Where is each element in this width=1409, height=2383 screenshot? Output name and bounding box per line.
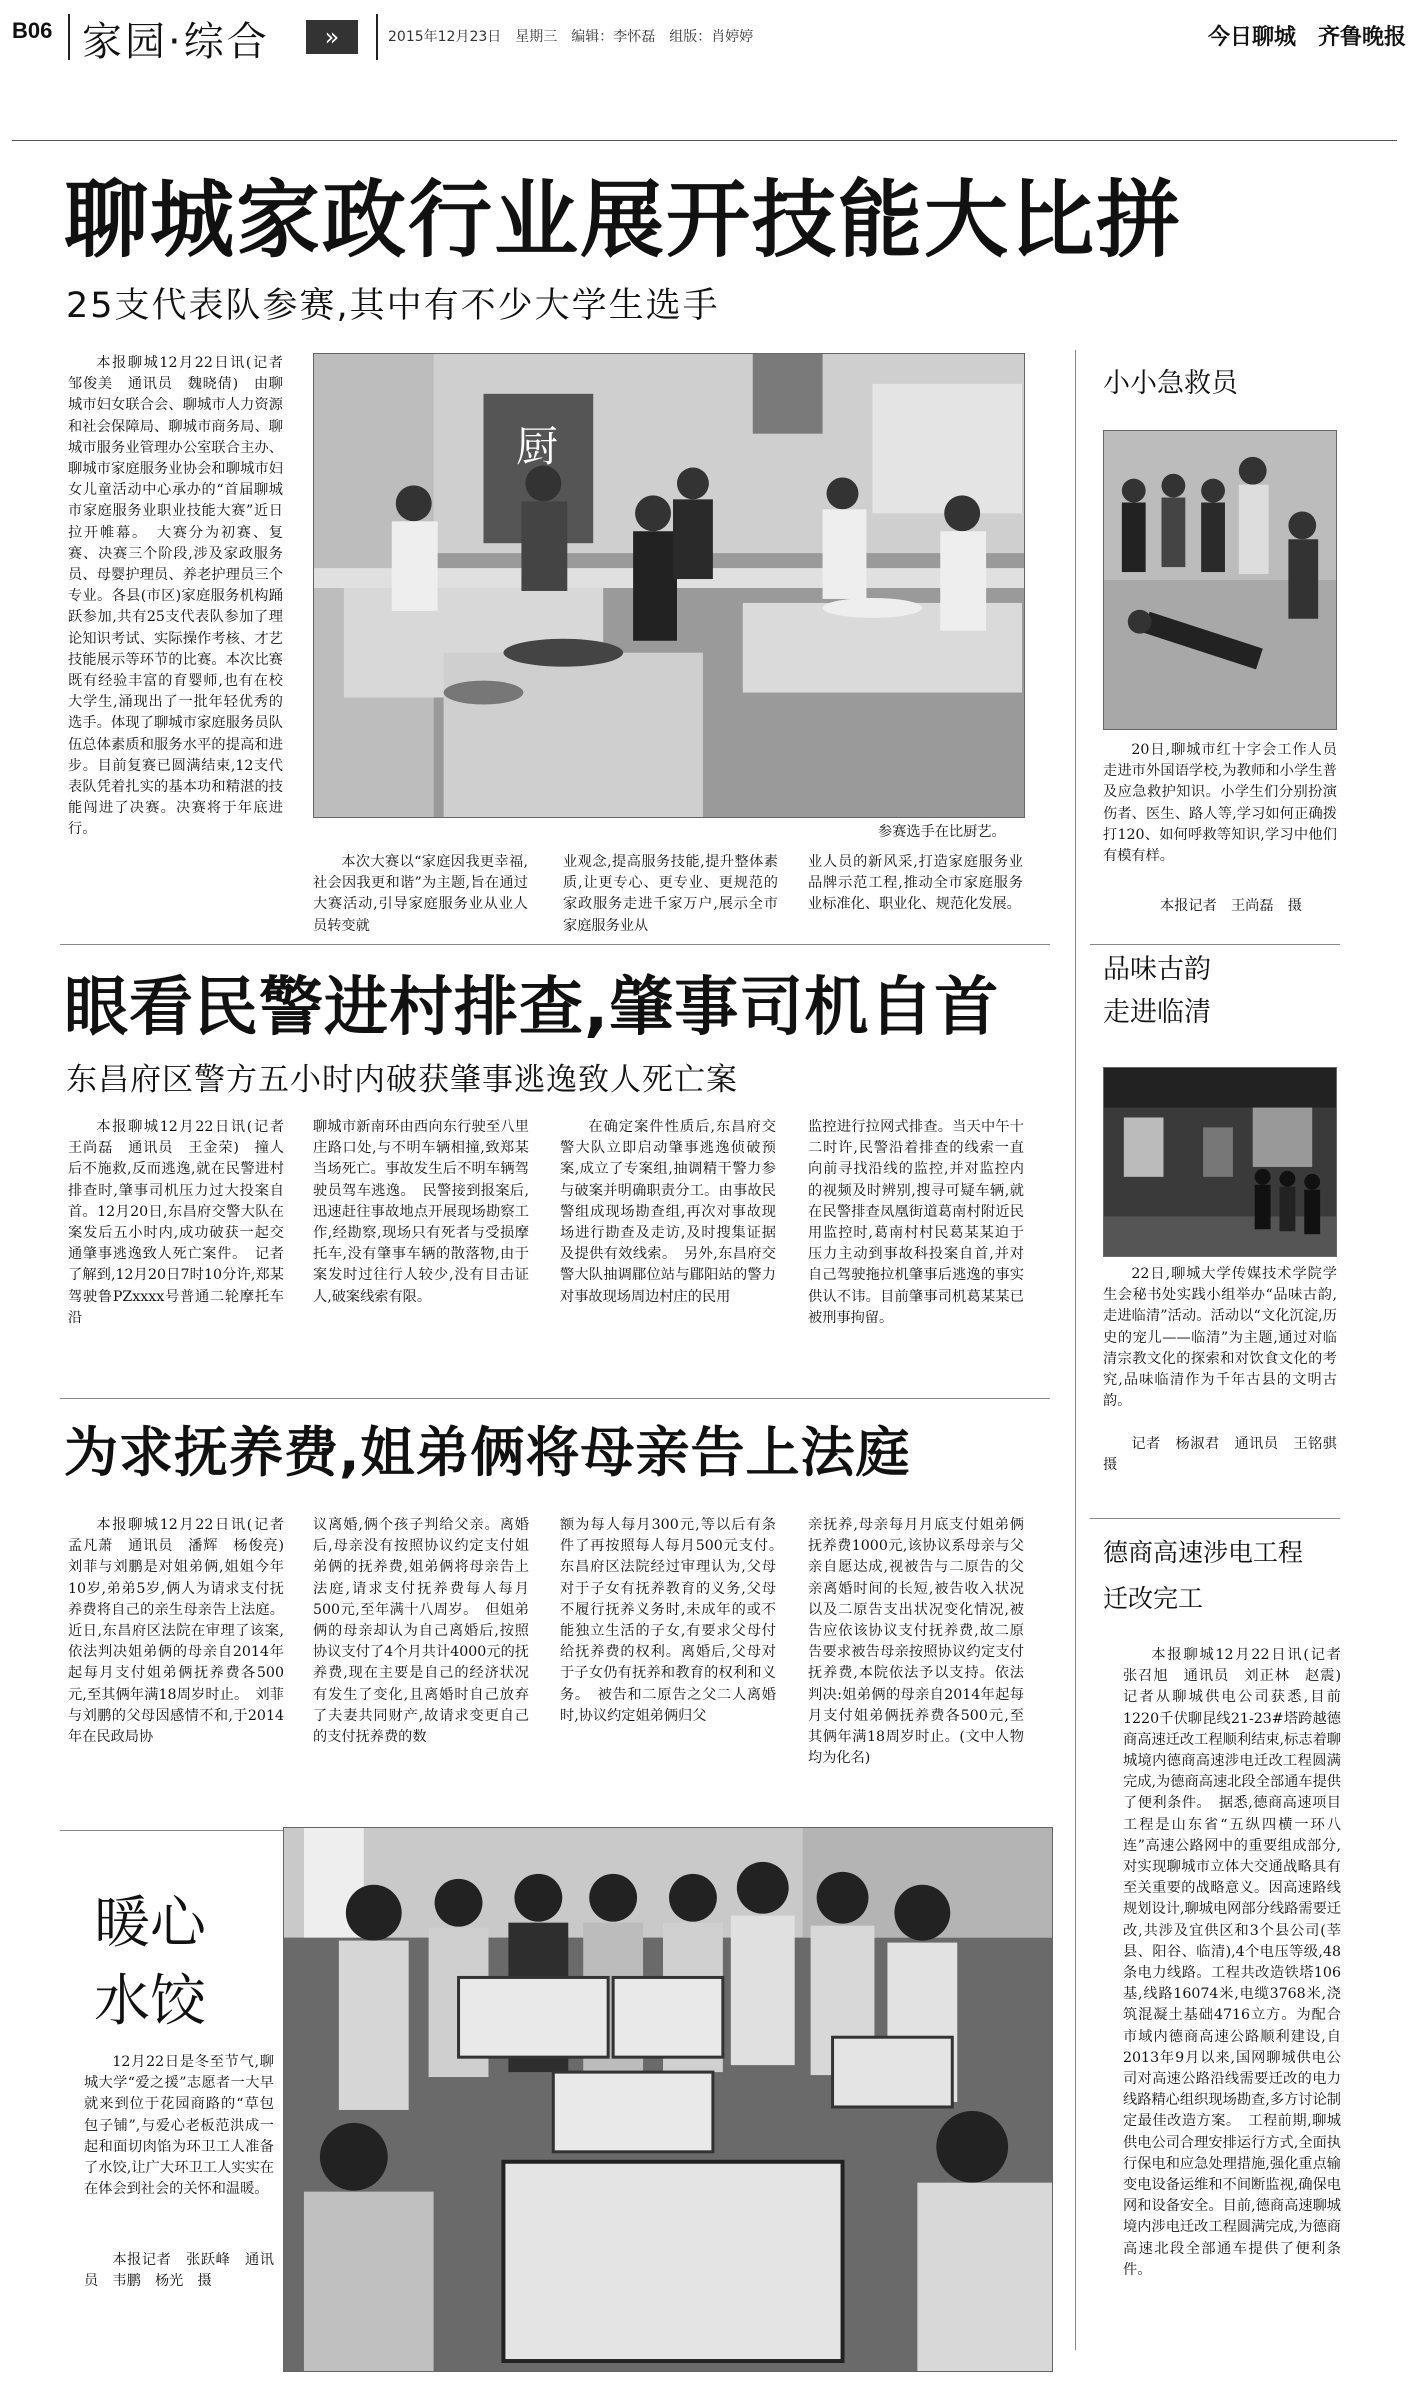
story4-caption [84, 2052, 274, 2200]
issue-meta: 2015年12月23日 星期三 编辑：李怀磊 组版：肖婷婷 [388, 29, 754, 45]
story3-headline: 为求抚养费,姐弟俩将母亲告上法庭 [64, 1421, 911, 1484]
side2-title-line2: 走进临清 [1103, 997, 1211, 1028]
story1-photo-caption: 参赛选手在比厨艺。 [878, 824, 1006, 840]
story2-col3 [560, 1117, 776, 1377]
story2-col2 [313, 1117, 529, 1377]
side1-byline: 本报记者 王尚磊 摄 [1160, 898, 1302, 914]
story3-col1-text: 本报聊城12月22日讯(记者 孟凡萧 通讯员 潘辉 杨俊亮) 刘菲与刘鹏是对姐弟俩,姐姐今年10岁,弟弟5岁,俩人为请求支付抚养费将自己的亲生母亲告上法庭。近日,东昌府区法院在审理了该案,依法判决姐弟俩的母亲自2014年起每月支付姐弟俩抚养费各500元,至其俩年满18周岁时止。 刘菲与刘鹏的父母因感情不和,于2014年在民政局协 [68, 1517, 299, 1746]
story1-headline: 聊城家政行业展开技能大比拼 [64, 171, 1183, 269]
side1-caption [1103, 740, 1337, 867]
side2-title [1103, 948, 1211, 1034]
side1-title: 小小急救员 [1103, 368, 1238, 399]
story1-col4-text: 业人员的新风采,打造家庭服务业品牌示范工程,推动全市家庭服务业标准化、职业化、规范化发展。 [808, 854, 1023, 913]
story4-byline [84, 2250, 274, 2292]
page-number: B06 [12, 18, 53, 43]
story1-photo [313, 353, 1025, 818]
story3-col4 [808, 1515, 1024, 1815]
story1-col3-text: 业观念,提高服务技能,提升整体素质,让更专心、更专业、更规范的家政服务走进千家万户,展示全市家庭服务业从 [563, 854, 778, 934]
masthead-logo: 今日聊城 齐鲁晚报 [1208, 24, 1407, 50]
side3-title-line1: 德商高速涉电工程 [1103, 1538, 1304, 1567]
story3-col4-text: 亲抚养,母亲每月月底支付姐弟俩抚养费1000元,该协议系母亲与父亲自愿达成,视被告与二原告的父亲离婚时间的长短,被告收入状况以及二原告支出状况变化情况,被告应依该协议支付抚养费,故二原告要求被告母亲按照协议约定支付抚养费,本院依法予以支持。依法判决:姐弟俩的母亲自2014年起每月支付姐弟俩抚养费各500元,至其俩年满18周岁时止。(文中人物均为化名) [808, 1517, 1024, 1767]
side3-body-text: 本报聊城12月22日讯(记者 张召旭 通讯员 刘正林 赵震) 记者从聊城供电公司获悉,目前1220千伏聊昆线21-23#塔跨越德商高速迁改工程顺利结束,标志着聊城境内德商高速涉电迁改工程圆满完成,为德商高速北段全部通车提供了便利条件。 据悉,德商高速项目工程是山东省“五纵四横一环八连”高速公路网中的重要组成部分,对实现聊城市立体大交通战略具有至关重要的战略意义。因高速路线规划设计,聊城电网部分线路需要迁改,共涉及宜供区和3个县公司(莘县、阳谷、临清),4个电压等级,48条电力线路。工程共改造铁塔106基,线路16074米,电缆3768米,浇筑混凝土基础4716立方。为配合市域内德商高速公路顺利建设,自2013年9月以来,国网聊城供电公司对高速公路沿线需要迁改的电力线路精心组织现场勘查,多方讨论制定最佳改造方案。 工程前期,聊城供电公司合理安排运行方式,全面执行保电和应急处理措施,强化重点输变电设备运维和不间断监视,确保电网和设备安全。目前,德商高速聊城境内涉电迁改工程圆满完成,为德商高速北段全部通车提供了便利条件。 [1123, 1647, 1356, 2278]
story3-col3 [560, 1515, 791, 1815]
story3-col2-text: 议离婚,俩个孩子判给父亲。离婚后,母亲没有按照协议约定支付姐弟俩的抚养费,姐弟俩将母亲告上法庭,请求支付抚养费每人每月500元,至年满十八周岁。 但姐弟俩的母亲却认为自己离婚后,按照协议支付了4个月共计4000元的抚养费,现在主要是自己的经济状况有发生了变化,且离婚时自己放弃了夫妻共同财产,故请求变更自己的支付抚养费的数 [313, 1517, 529, 1746]
story2-col4 [808, 1117, 1024, 1377]
story1-col3 [563, 852, 778, 944]
story4-byline-text: 本报记者 张跃峰 通讯员 韦鹏 杨光 摄 [84, 2252, 274, 2290]
story3-col1 [68, 1515, 299, 1815]
story2-col1 [68, 1117, 299, 1377]
story2-subhead: 东昌府区警方五小时内破获肇事逃逸致人死亡案 [66, 1062, 738, 1098]
side2-photo [1103, 1067, 1337, 1257]
section-arrow-icon: » [306, 20, 358, 54]
story1-col1-text: 本报聊城12月22日讯(记者 邹俊美 通讯员 魏晓倩) 由聊城市妇女联合会、聊城市人力资源和社会保障局、聊城市商务局、聊城市服务业管理办公室联合主办、聊城市家庭服务业协会和聊城市妇女儿童活动中心承办的“首届聊城市家庭服务业职业技能大赛”近日拉开帷幕。 大赛分为初赛、复赛、决赛三个阶段,涉及家政服务员、母婴护理员、养老护理员三个专业。各县(市区)家庭服务机构踊跃参加,共有25支代表队参加了理论知识考试、实际操作考核、才艺技能展示等环节的比赛。本次比赛既有经验丰富的育婴师,也有在校大学生,涌现出了一批年轻优秀的选手。体现了聊城市家庭服务员队伍总体素质和服务水平的提高和进步。目前复赛已圆满结束,12支代表队凭着扎实的基本功和精湛的技能闯进了决赛。决赛将于年底进行。 [68, 355, 298, 838]
story2-headline: 眼看民警进村排查,肇事司机自首 [64, 971, 1000, 1045]
side2-title-line1: 品味古韵 [1103, 954, 1211, 985]
story2-col4-text: 监控进行拉网式排查。当天中午十二时许,民警沿着排查的线索一直向前寻找沿线的监控,并对监控内的视频及时辨别,搜寻可疑车辆,就在民警排查凤凰街道葛南村附近民用监控时,葛南村村民葛某某迫于压力主动到事故科投案自首,并对自己驾驶拖拉机肇事后逃逸的事实供认不讳。目前肇事司机葛某某已被刑事拘留。 [808, 1119, 1024, 1326]
story2-col1-text: 本报聊城12月22日讯(记者 王尚磊 通讯员 王金荣) 撞人后不施救,反而逃逸,就在民警进村排查时,肇事司机压力过大投案自首。12月20日,东昌府交警大队在案发后五小时内,成功破获一起交通肇事逃逸致人死亡案件。 记者了解到,12月20日7时10分许,郑某驾驶鲁PZxxxx号普通二轮摩托车沿 [68, 1119, 299, 1326]
story1-col1 [68, 353, 298, 923]
side2-caption-text: 22日,聊城大学传媒技术学院学生会秘书处实践小组举办“品味古韵,走进临清”活动。活动以“文化沉淀,历史的宠儿——临清”为主题,通过对临清宗教文化的探索和对饮食文化的考究,品味临清作为千年古县的文明古韵。 [1103, 1266, 1337, 1410]
story4-caption-text: 12月22日是冬至节气,聊城大学“爱之援”志愿者一大早就来到位于花园商路的“草包包子铺”,与爱心老板范洪成一起和面切肉馅为环卫工人准备了水饺,让广大环卫工人实实在在体会到社会的关怀和温暖。 [84, 2054, 274, 2198]
side2-caption [1103, 1264, 1337, 1412]
story2-col3-text: 在确定案件性质后,东昌府交警大队立即启动肇事逃逸侦破预案,成立了专案组,抽调精干警力参与破案并明确职责分工。由事故民警组成现场勘查组,再次对事故现场进行勘查及走访,及时搜集证据及提供有效线索。 另外,东昌府交警大队抽调郿位站与郿阳站的警力对事故现场周边村庄的民用 [560, 1119, 776, 1305]
story1-col2-text: 本次大赛以“家庭因我更幸福,社会因我更和谐”为主题,旨在通过大赛活动,引导家庭服务业从业人员转变就 [313, 854, 528, 934]
story2-col2-text: 聊城市新南环由西向东行驶至八里庄路口处,与不明车辆相撞,致郑某当场死亡。事故发生后不明车辆驾驶员驾车逃逸。 民警接到报案后,迅速赶往事故地点开展现场勘察工作,经勘察,现场只有死者与受损摩托车,没有肇事车辆的散落物,由于案发时过往行人较少,没有目击证人,破案线索有限。 [313, 1119, 529, 1305]
side3-title-line2: 迁改完工 [1103, 1584, 1204, 1613]
story1-subhead: 25支代表队参赛,其中有不少大学生选手 [66, 286, 720, 326]
story1-col2 [313, 852, 528, 944]
side3-title [1103, 1530, 1303, 1622]
story4-photo [283, 1827, 1053, 2372]
side2-byline [1103, 1434, 1352, 1476]
story4-title-line1: 暖心 [94, 1891, 206, 1956]
side1-caption-text: 20日,聊城市红十字会工作人员走进市外国语学校,为教师和小学生普及应急救护知识。小学生们分别扮演伤者、医生、路人等,学习如何正确拨打120、如何呼救等知识,学习中他们有模有样。 [1103, 742, 1337, 865]
story3-col3-text: 额为每人每月300元,等以后有条件了再按照每人每月500元支付。 东昌府区法院经过审理认为,父母对于子女有抚养教育的义务,父母不履行抚养义务时,未成年的或不能独立生活的子女,有要求父母付给抚养费的权利。离婚后,父母对于子女仍有抚养和教育的权利和义务。 被告和二原告之父二人离婚时,协议约定姐弟俩归父 [560, 1517, 791, 1724]
story4-title-line2: 水饺 [94, 1969, 206, 2034]
story1-col4 [808, 852, 1023, 944]
section-title: 家园·综合 [82, 19, 270, 65]
story3-col2 [313, 1515, 529, 1815]
side1-photo [1103, 430, 1337, 730]
story4-title [94, 1885, 206, 2041]
side3-body [1123, 1645, 1356, 2365]
side2-byline-text: 记者 杨淑君 通讯员 王铭骐 摄 [1103, 1436, 1352, 1474]
kitchen-sign: 厨 [516, 422, 559, 471]
